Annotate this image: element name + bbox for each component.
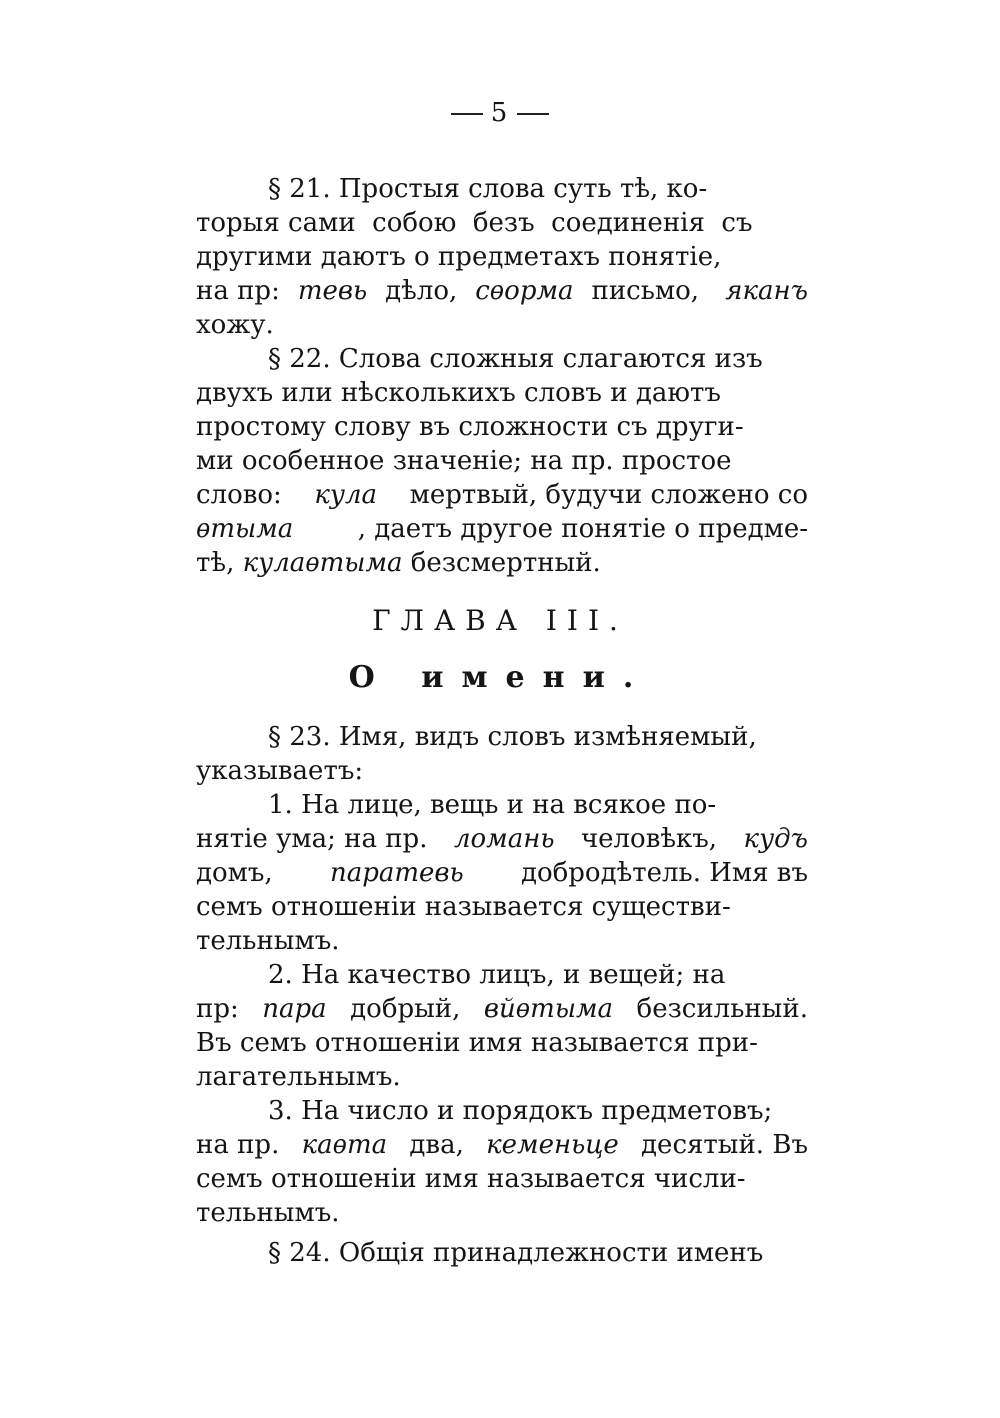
dash-left [451, 113, 483, 115]
text-line [196, 478, 808, 512]
italic-word: кулаѳтыма [242, 548, 403, 578]
text-run: человѣкъ, [572, 824, 726, 854]
text-line [196, 1196, 808, 1230]
italic-word: сѳорма [475, 276, 574, 306]
text-run: на пр: [196, 276, 289, 306]
text-run: десятый. Въ [632, 1130, 808, 1160]
page-number-value: 5 [490, 98, 510, 128]
paragraph-22 [196, 342, 808, 580]
italic-word: тевь [297, 276, 368, 306]
text-line [196, 546, 808, 580]
paragraph-21 [196, 172, 808, 342]
text-line [196, 206, 808, 240]
italic-word: паратевь [329, 858, 464, 888]
text-line [196, 172, 808, 206]
text-line [196, 240, 808, 274]
text-line [196, 856, 808, 890]
text-run: ми особенное значеніе; на пр. простое [196, 446, 732, 476]
text-run: простому слову въ сложности съ други- [196, 412, 744, 442]
dash-right [517, 113, 549, 115]
text-line [196, 444, 808, 478]
text-run: 2. На качество лицъ, и вещей; на [268, 960, 726, 990]
text-line [196, 376, 808, 410]
text-run: указываетъ: [196, 756, 364, 786]
italic-word: кула [314, 480, 378, 510]
text-run: два, [401, 1130, 473, 1160]
text-run: безсильный. [628, 994, 808, 1024]
italic-word: ѳтыма [196, 514, 294, 544]
text-line [196, 410, 808, 444]
text-line [196, 308, 808, 342]
chapter-title: ГЛАВА III. [372, 604, 628, 637]
text-line [196, 1236, 808, 1270]
text-run: добрый, [341, 994, 469, 1024]
text-run: на пр. [196, 1130, 288, 1160]
italic-word: пара [262, 994, 327, 1024]
paragraph-24 [196, 1236, 808, 1270]
text-run: 1. На лице, вещь и на всякое по- [268, 790, 717, 820]
text-run: тельнымъ. [196, 1198, 340, 1228]
text-line [196, 342, 808, 376]
text-line [196, 512, 808, 546]
text-run: лагательнымъ. [196, 1062, 401, 1092]
text-run: другими даютъ о предметахъ понятіе, [196, 242, 722, 272]
text-run: § 22. Слова сложныя слагаются изъ [268, 344, 763, 374]
chapter-subtitle: О имени. [348, 660, 652, 695]
text-run: 3. На число и порядокъ предметовъ; [268, 1096, 773, 1126]
text-line [196, 890, 808, 924]
text-run: § 23. Имя, видъ словъ измѣняемый, [268, 722, 757, 752]
text-line [196, 992, 808, 1026]
text-run: дѣло, [376, 276, 466, 306]
text-line [196, 1060, 808, 1094]
text-run: § 24. Общія принадлежности именъ [268, 1238, 764, 1268]
text-run: Въ семъ отношеніи имя называется при- [196, 1028, 758, 1058]
paragraph-23 [196, 720, 808, 1230]
text-line [196, 720, 808, 754]
italic-word: вйѳтыма [483, 994, 614, 1024]
text-line [196, 1162, 808, 1196]
text-run: двухъ или нѣсколькихъ словъ и даютъ [196, 378, 721, 408]
text-run: домъ, [196, 858, 281, 888]
text-run: торыя сами собою безъ соединенія съ [196, 208, 753, 238]
text-run: хожу. [196, 310, 274, 340]
text-run: письмо, [583, 276, 716, 306]
italic-word: ломань [453, 824, 555, 854]
text-line [196, 924, 808, 958]
italic-word: каѳта [301, 1130, 388, 1160]
text-run: семъ отношеніи имя называется числи- [196, 1164, 746, 1194]
text-run: безсмертный. [402, 548, 601, 578]
text-line [196, 822, 808, 856]
text-line [196, 1026, 808, 1060]
text-run: тельнымъ. [196, 926, 340, 956]
text-line [196, 958, 808, 992]
text-run: добродѣтель. Имя въ [512, 858, 808, 888]
text-run: пр: [196, 994, 247, 1024]
italic-word: яканъ [725, 276, 808, 306]
text-run: § 21. Простыя слова суть тѣ, ко- [268, 174, 708, 204]
text-line [196, 788, 808, 822]
italic-word: кеменьце [486, 1130, 619, 1160]
text-line [196, 274, 808, 308]
italic-word: кудъ [743, 824, 808, 854]
text-run: , даетъ другое понятіе о предме- [357, 514, 808, 544]
text-line [196, 1094, 808, 1128]
text-line [196, 754, 808, 788]
text-run: мертвый, будучи сложено со [401, 480, 808, 510]
text-run: нятіе ума; на пр. [196, 824, 436, 854]
text-run: семъ отношеніи называется существи- [196, 892, 731, 922]
text-run: тѣ, [196, 548, 243, 578]
text-line [196, 1128, 808, 1162]
text-run: слово: [196, 480, 291, 510]
page-number [0, 98, 1000, 128]
